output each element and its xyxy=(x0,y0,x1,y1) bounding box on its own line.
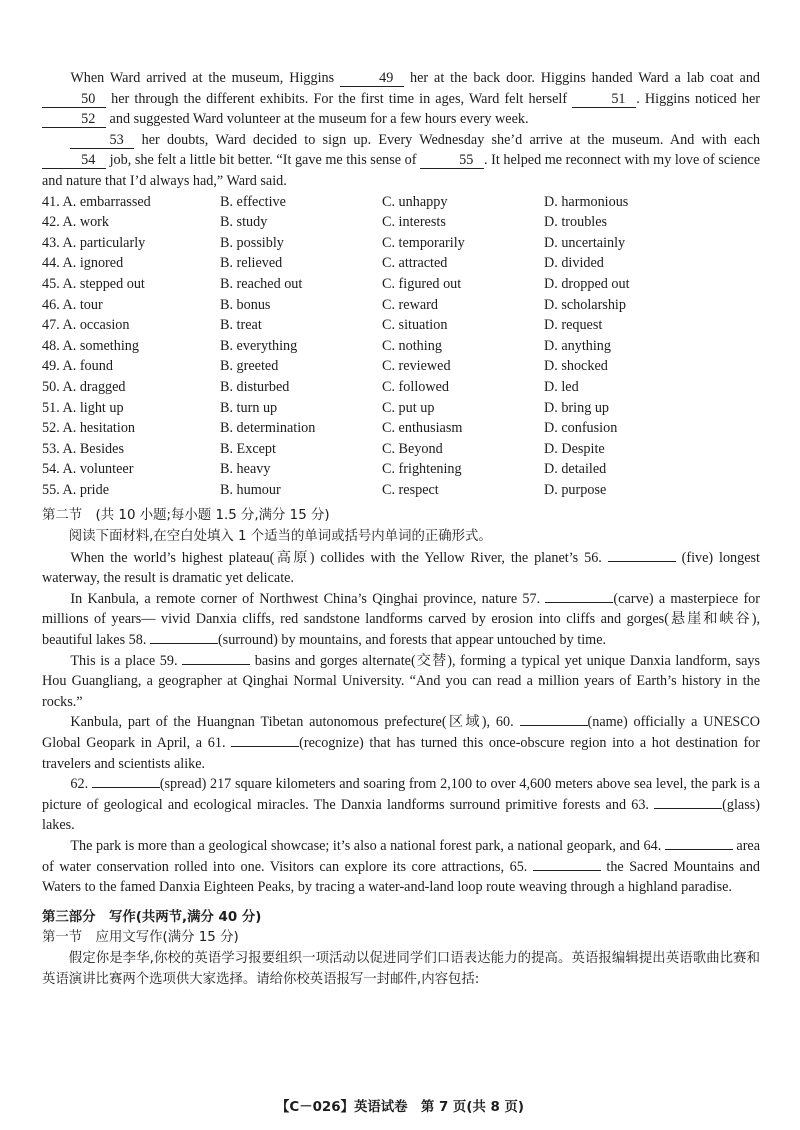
option-row xyxy=(42,418,760,439)
option-c: C. situation xyxy=(382,317,448,334)
option-d: D. dropped out xyxy=(544,275,630,292)
part-title: 第三部分 写作(共两节,满分 40 分) xyxy=(42,909,262,925)
blank-57 xyxy=(545,602,613,603)
option-a: 47. A. occasion xyxy=(42,317,130,334)
option-c: C. nothing xyxy=(382,337,442,354)
option-a: 48. A. something xyxy=(42,337,139,354)
blank-64 xyxy=(665,849,733,850)
option-a: 42. A. work xyxy=(42,214,109,231)
option-b: B. greeted xyxy=(220,358,279,375)
option-b: B. turn up xyxy=(220,399,278,416)
option-row xyxy=(42,356,760,377)
text: her at the back door. Higgins handed Ward a lab coat and xyxy=(410,70,761,86)
option-b: B. relieved xyxy=(220,255,283,272)
option-b: B. determination xyxy=(220,420,316,437)
text: the Sacred Mountains and Waters to the famed Danxia Eighteen Peaks, by tracing a water-and-land loop route weaving through a highland paradise. xyxy=(42,858,761,896)
option-a: 51. A. light up xyxy=(42,399,124,416)
text: (name) officially a UNESCO Global Geopark in April, a 61. xyxy=(42,714,760,751)
option-c: C. reviewed xyxy=(382,358,451,375)
text: area of water conservation rolled into one. Visitors can explore its core attractions, 65. xyxy=(42,837,761,875)
blank-53: 53 xyxy=(70,132,134,149)
option-b: B. disturbed xyxy=(220,378,290,395)
option-c: C. Beyond xyxy=(382,440,443,457)
option-a: 46. A. tour xyxy=(42,296,103,313)
option-row xyxy=(42,295,760,316)
option-b: B. everything xyxy=(220,337,298,354)
text: and suggested Ward volunteer at the museum for a few hours every week. xyxy=(109,111,529,128)
option-a: 41. A. embarrassed xyxy=(42,193,151,210)
option-a: 43. A. particularly xyxy=(42,234,146,251)
text: (five) longest waterway, the result is dramatic yet delicate. xyxy=(42,549,761,587)
passage-paragraph xyxy=(42,836,760,898)
blank-59 xyxy=(182,664,250,665)
option-d: D. anything xyxy=(544,337,611,354)
option-row xyxy=(42,480,760,501)
option-c: C. followed xyxy=(382,378,449,395)
text: her doubts, Ward decided to sign up. Every Wednesday she’d arrive at the museum. And with each xyxy=(141,131,761,148)
text: (glass) lakes. xyxy=(42,796,760,834)
option-d: D. scholarship xyxy=(544,296,626,313)
option-c: C. frightening xyxy=(382,461,462,478)
option-d: D. Despite xyxy=(544,440,605,457)
option-b: B. humour xyxy=(220,481,281,498)
text: When Ward arrived at the museum, Higgins xyxy=(70,70,335,86)
text: (recognize) that has turned this once-obscure region into a hot destination for travelers and scientists alike. xyxy=(42,735,760,772)
section-title: 第一节 应用文写作(满分 15 分) xyxy=(42,930,239,946)
page-footer: 【C－026】英语试卷 第 7 页(共 8 页) xyxy=(276,1100,524,1115)
option-a: 54. A. volunteer xyxy=(42,461,134,478)
option-d: D. troubles xyxy=(544,214,608,231)
text: . Higgins noticed her xyxy=(636,90,760,107)
passage-paragraph xyxy=(42,651,760,713)
option-a: 49. A. found xyxy=(42,358,113,375)
text: basins and gorges alternate(交替), forming a typical yet unique Danxia landform, says Hou Guangliang, a geographer at Qinghai Normal University. “And you can read a million years of Earth’s history in the rocks.” xyxy=(42,652,761,710)
options-table xyxy=(42,192,760,501)
option-c: C. attracted xyxy=(382,255,448,272)
option-row xyxy=(42,192,760,213)
option-row xyxy=(42,274,760,295)
passage-paragraph xyxy=(42,68,760,130)
option-row xyxy=(42,377,760,398)
option-row xyxy=(42,398,760,419)
blank-63 xyxy=(654,808,722,809)
option-d: D. detailed xyxy=(544,461,607,478)
text: (surround) by mountains, and forests that appear untouched by time. xyxy=(217,632,607,649)
option-d: D. harmonious xyxy=(544,193,629,210)
option-b: B. Except xyxy=(220,440,276,457)
option-row xyxy=(42,439,760,460)
blank-51: 51 xyxy=(572,91,636,108)
option-a: 52. A. hesitation xyxy=(42,420,136,437)
passage-paragraph xyxy=(42,589,760,651)
option-d: D. purpose xyxy=(544,481,607,498)
text: job, she felt a little bit better. “It gave me this sense of xyxy=(109,152,417,169)
option-d: D. shocked xyxy=(544,358,608,375)
text: (spread) 217 square kilometers and soaring from 2,100 to over 4,600 meters above sea level, the park is a picture of geological and ecological miracles. The Danxia landforms surround primitive forests and 63. xyxy=(42,776,760,813)
option-b: B. bonus xyxy=(220,296,271,313)
blank-60 xyxy=(520,725,588,726)
blank-54: 54 xyxy=(42,152,106,169)
passage-paragraph xyxy=(42,548,760,589)
option-row xyxy=(42,336,760,357)
text: In Kanbula, a remote corner of Northwest China’s Qinghai province, nature 57. xyxy=(70,590,541,607)
text: . It helped me reconnect with my love of science and nature that I’d always had,” Ward said. xyxy=(42,152,761,189)
text: The park is more than a geological showcase; it’s also a national forest park, a national geopark, and 64. xyxy=(70,837,662,854)
blank-55: 55 xyxy=(420,152,484,169)
section-instruction: 阅读下面材料,在空白处填入 1 个适当的单词或括号内单词的正确形式。 xyxy=(68,529,492,545)
option-b: B. study xyxy=(220,214,268,231)
blank-56 xyxy=(608,561,676,562)
section-title: 第二节 (共 10 小题;每小题 1.5 分,满分 15 分) xyxy=(42,508,330,524)
blank-58 xyxy=(150,643,218,644)
option-b: B. heavy xyxy=(220,461,271,478)
blank-62 xyxy=(92,787,160,788)
blank-50: 50 xyxy=(42,91,106,108)
option-row xyxy=(42,253,760,274)
option-c: C. put up xyxy=(382,399,435,416)
blank-52: 52 xyxy=(42,111,106,128)
option-c: C. interests xyxy=(382,214,446,231)
option-a: 45. A. stepped out xyxy=(42,275,145,292)
writing-prompt: 假定你是李华,你校的英语学习报要组织一项活动以促进同学们口语表达能力的提高。英语报编辑提出英语歌曲比赛和英语演讲比赛两个选项供大家选择。请给你校英语报写一封邮件,内容包括: xyxy=(42,950,760,987)
option-b: B. possibly xyxy=(220,234,284,251)
option-d: D. bring up xyxy=(544,399,610,416)
text: 62. xyxy=(70,776,89,793)
option-a: 55. A. pride xyxy=(42,481,109,498)
option-b: B. treat xyxy=(220,317,262,334)
option-row xyxy=(42,315,760,336)
option-b: B. effective xyxy=(220,193,286,210)
option-row xyxy=(42,459,760,480)
option-b: B. reached out xyxy=(220,275,303,292)
option-a: 44. A. ignored xyxy=(42,255,124,272)
blank-65 xyxy=(533,870,601,871)
option-d: D. confusion xyxy=(544,420,618,437)
option-d: D. uncertainly xyxy=(544,234,626,251)
option-c: C. respect xyxy=(382,481,439,498)
option-row xyxy=(42,233,760,254)
option-c: C. figured out xyxy=(382,275,462,292)
blank-49: 49 xyxy=(340,70,404,87)
passage-paragraph xyxy=(42,130,760,192)
option-a: 50. A. dragged xyxy=(42,378,126,395)
text: (carve) a masterpiece for millions of years— vivid Danxia cliffs, red sandstone landforms carved by erosion into cliffs and gorges(悬崖和峡谷), beautiful lakes 58. xyxy=(42,590,760,649)
text: When the world’s highest plateau(高原) collides with the Yellow River, the planet’s 56. xyxy=(70,549,602,566)
text: her through the different exhibits. For the first time in ages, Ward felt herself xyxy=(111,90,568,107)
page-content xyxy=(42,68,760,990)
option-c: C. temporarily xyxy=(382,234,465,251)
option-d: D. led xyxy=(544,378,579,395)
option-row xyxy=(42,212,760,233)
option-c: C. enthusiasm xyxy=(382,420,463,437)
option-a: 53. A. Besides xyxy=(42,440,124,457)
option-c: C. reward xyxy=(382,296,438,313)
option-d: D. divided xyxy=(544,255,604,272)
blank-61 xyxy=(231,746,299,747)
passage-paragraph xyxy=(42,774,760,836)
text: This is a place 59. xyxy=(70,652,178,669)
text: Kanbula, part of the Huangnan Tibetan autonomous prefecture(区域), 60. xyxy=(70,714,514,731)
option-d: D. request xyxy=(544,317,603,334)
option-c: C. unhappy xyxy=(382,193,448,210)
passage-paragraph xyxy=(42,712,760,774)
